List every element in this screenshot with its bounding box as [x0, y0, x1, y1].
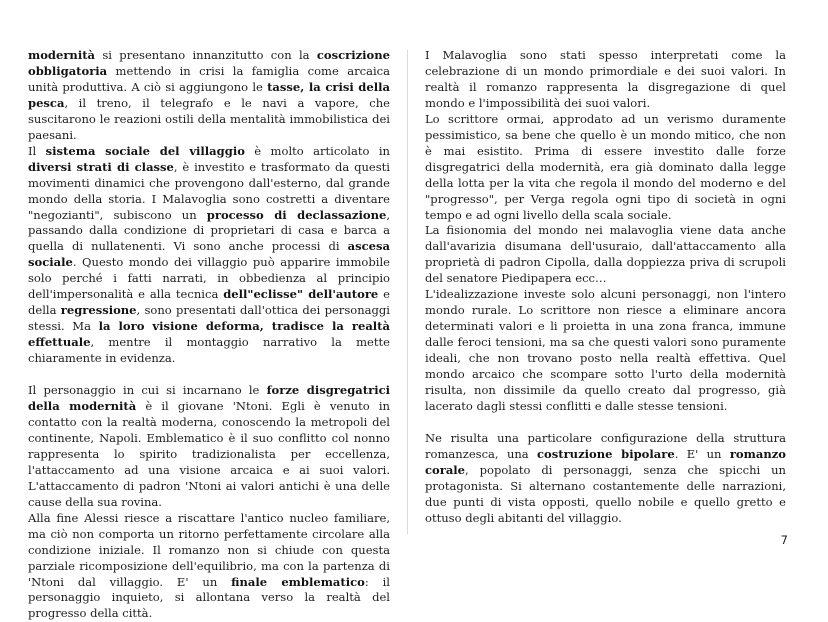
text-run: L'idealizzazione investe solo alcuni personaggi, non l'intero mondo rurale. Lo scrittore non riesce a eliminare ancora determinati valori e li proietta in una zona franca, immune dalle feroci tensioni, ma sa che questi valori sono puramente ideali, che non trovano posto nella realtà effettiva. Quel mondo arcaico che scompare sotto l'urto della modernità risulta, non dissimile da quello creato dal progresso, già lacerato dagli stessi conflitti e dalle stesse tensioni. — [425, 287, 786, 413]
text-run: Ne risulta una particolare configurazione della struttura romanzesca, una — [425, 430, 786, 461]
text-run: coscrizione obbligatoria — [28, 48, 390, 78]
text-run: , mentre il montaggio narrativo la mette chiaramente in evidenza. — [28, 335, 390, 366]
text-run: è il giovane 'Ntoni. Egli è venuto in contatto con la realtà moderna, conoscendo la metropoli del continente, Napoli. Emblematico è il suo conflitto col nonno rappresenta lo spirito tradizionalista per eccellenza, l'attaccamento ad una visione arcaica e ai suoi valori. L'attaccamento di padron 'Ntoni ai valori antichi è una delle cause della sua rovina. — [28, 399, 390, 509]
paragraph-idealization — [425, 287, 786, 415]
text-run: è molto articolato in — [244, 143, 390, 158]
column-divider — [407, 50, 408, 534]
paragraph-modernity-effects — [28, 48, 390, 144]
text-run: Il — [28, 143, 46, 158]
text-run: , passando dalla condizione di proprietari di casa e barca a quella di nullatenenti. Vi sono anche processi di — [28, 207, 390, 254]
text-run: costruzione bipolare — [537, 446, 675, 461]
text-run: si presentano innanzitutto con la — [95, 48, 317, 62]
text-run: , popolato di personaggi, senza che spicchi un protagonista. Si alternano costantemente delle narrazioni, due punti di vista opposti, quello nobile e quello gretto e ottuso degli abitanti del villaggio. — [425, 462, 786, 525]
text-run: forze disgregatrici della modernità — [28, 383, 391, 414]
text-run: diversi strati di classe — [28, 159, 174, 174]
right-text-column — [425, 48, 786, 527]
paragraph-ntoni — [28, 383, 390, 511]
text-run: romanzo corale — [425, 446, 786, 477]
text-run: : il personaggio inquieto, si allontana verso la realtà del progresso della città. — [28, 574, 390, 621]
paragraph-structure — [425, 431, 786, 527]
left-text-column — [28, 48, 390, 622]
paragraph-social-system — [28, 144, 390, 367]
text-run: modernità — [28, 48, 96, 62]
text-run: mettendo in crisi la famiglia come arcaica unità produttiva. A ciò si aggiungono le — [28, 63, 390, 94]
text-run: la loro visione deforma, tradisce la realtà effettuale — [28, 319, 390, 350]
paragraph-pessimism — [425, 112, 786, 224]
text-run: tasse, la crisi della pesca — [28, 79, 390, 110]
text-run: . Questo mondo dei villaggio può apparire immobile solo perché i fatti narrati, in obbedienza al principio dell'impersonalità e alla tecnica — [28, 255, 390, 302]
text-run: dell"eclisse" dell'autore — [223, 287, 379, 302]
text-run: ascesa sociale — [28, 239, 390, 270]
text-run: finale emblematico — [231, 574, 365, 589]
text-run: , è investito e trasformato da questi movimenti dinamici che provengono dall'esterno, dal grande mondo della storia. I Malavoglia sono costretti a diventare "negozianti", subiscono un — [28, 159, 390, 222]
text-run: , il treno, il telegrafo e le navi a vapore, che suscitarono le reazioni ostili della mentalità immobilistica dei paesani. — [28, 95, 390, 142]
paragraph-physiognomy — [425, 223, 786, 287]
text-run: I Malavoglia sono stati spesso interpretati come la celebrazione di un mondo primordiale e dei suoi valori. In realtà il romanzo rappresenta la disgregazione di quel mondo e l'impossibilità dei suoi valori. — [425, 48, 786, 110]
text-run: regressione — [60, 303, 137, 318]
text-run: processo di declassazione — [206, 207, 387, 222]
text-run: . E' un — [674, 446, 730, 461]
text-run: , sono presentati dall'ottica dei personaggi stessi. Ma — [28, 303, 390, 334]
text-run: Il personaggio in cui si incarnano le — [28, 383, 267, 398]
paragraph-ending — [28, 511, 390, 622]
page-number: 7 — [780, 533, 788, 547]
paragraph-interpretation — [425, 48, 786, 112]
text-run: e della — [28, 287, 390, 318]
text-run: Alla fine Alessi riesce a riscattare l'antico nucleo familiare, ma ciò non comporta un ritorno perfettamente circolare alla condizione iniziale. Il romanzo non si chiude con questa parziale ricomposizione dell'equilibrio, ma con la partenza di 'Ntoni dal villaggio. E' un — [28, 510, 390, 589]
text-run: Lo scrittore ormai, approdato ad un verismo duramente pessimistico, sa bene che quello è un mondo mitico, che non è mai esistito. Prima di essere investito dalle forze disgregatrici della modernità, era già dominato dalla legge della lotta per la vita che regola il mondo del moderno e del "progresso", per Verga regola ogni tipo di società in ogni tempo e ad ogni livello della scala sociale. — [425, 111, 786, 222]
text-run: La fisionomia del mondo nei malavoglia viene data anche dall'avarizia disumana dell'usuraio, dall'attaccamento alla proprietà di padron Cipolla, dalla doppiezza priva di scrupoli del senatore Piedipapera ecc… — [425, 223, 786, 286]
text-run: sistema sociale del villaggio — [45, 143, 245, 158]
